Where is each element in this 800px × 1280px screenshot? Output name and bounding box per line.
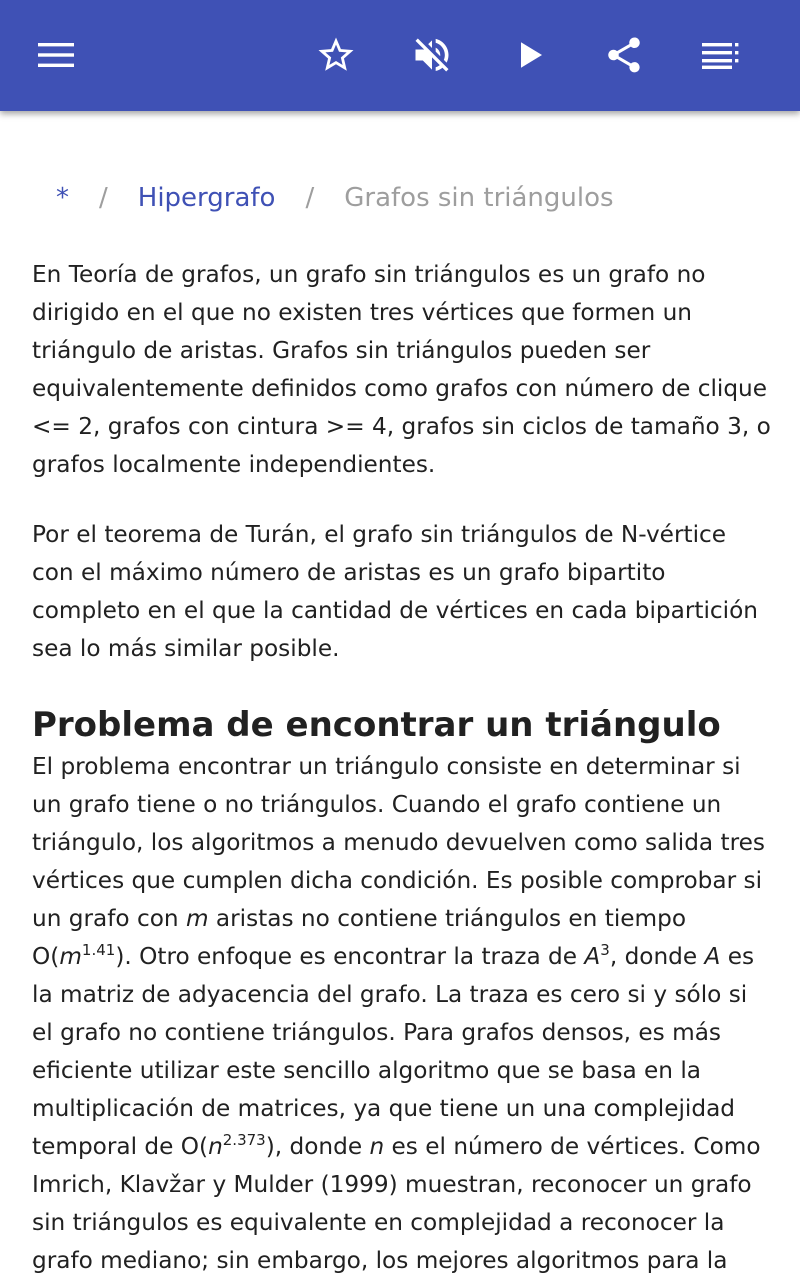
app-toolbar: [0, 0, 800, 111]
exponent: 1.41: [81, 941, 116, 959]
breadcrumb-separator: /: [99, 183, 108, 213]
exponent: 2.373: [222, 1131, 266, 1149]
math-var: A: [704, 943, 721, 970]
star-outline-icon: [315, 34, 357, 76]
math-var: n: [369, 1133, 385, 1160]
play-button[interactable]: [502, 27, 558, 83]
text-run: aristas no contiene triángulos en tiempo O(: [32, 905, 687, 970]
text-run: es la matriz de adyacencia del grafo. La traza es cero si y sólo si el grafo no contiene triángulos. Para grafos densos, es más eficiente utilizar este sencillo algoritmo que se basa en la multiplicación de matrices, ya que tiene un una complejidad temporal de O(: [32, 943, 755, 1160]
breadcrumb-current: Grafos sin triángulos: [344, 183, 614, 213]
math-var: A: [584, 943, 601, 970]
mute-button[interactable]: [404, 27, 460, 83]
volume-off-icon: [410, 33, 454, 77]
math-var: m: [59, 943, 82, 970]
text-run: ), donde: [265, 1133, 370, 1160]
share-button[interactable]: [596, 27, 652, 83]
text-run: es el número de vértices. Como Imrich, Klavžar y Mulder (1999) muestran, reconocer un grafo sin triángulos es equivalente en complejidad a reconocer la grafo mediano; sin embargo, los mejores algoritmos para la: [32, 1133, 761, 1274]
breadcrumb: [56, 181, 614, 215]
contents-button[interactable]: [692, 27, 748, 83]
bookmark-button[interactable]: [308, 27, 364, 83]
paragraph-triangle-problem: [32, 748, 772, 1280]
article-body: [32, 256, 772, 1280]
breadcrumb-home[interactable]: *: [56, 183, 69, 213]
article-content: [0, 111, 800, 1280]
playlist-icon: [700, 41, 740, 69]
exponent: 3: [600, 941, 610, 959]
section-heading: Problema de encontrar un triángulo: [32, 705, 721, 745]
menu-button[interactable]: [28, 27, 84, 83]
paragraph-intro: En Teoría de grafos, un grafo sin triángulos es un grafo no dirigido en el que no existen tres vértices que formen un triángulo de aristas. Grafos sin triángulos pueden ser equivalentemente definidos como grafos con número de clique <= 2, grafos con cintura >= 4, grafos sin ciclos de tamaño 3, o grafos localmente independientes.: [32, 261, 771, 478]
share-icon: [603, 34, 645, 76]
text-run: ). Otro enfoque es encontrar la traza de: [115, 943, 585, 970]
play-icon: [512, 37, 548, 73]
math-var: n: [208, 1133, 223, 1160]
breadcrumb-parent[interactable]: Hipergrafo: [137, 183, 276, 213]
menu-icon: [36, 41, 76, 69]
text-run: , donde: [609, 943, 705, 970]
text-run: El problema encontrar un triángulo consiste en determinar si un grafo tiene o no triángulos. Cuando el grafo contiene un triángulo, los algoritmos a menudo devuelven como salida tres vértices que cumplen dicha condición. Es posible comprobar si un grafo con: [32, 753, 765, 932]
paragraph-turan: Por el teorema de Turán, el grafo sin triángulos de N-vértice con el máximo número de aristas es un grafo bipartito completo en el que la cantidad de vértices en cada bipartición sea lo más similar posible.: [32, 521, 758, 662]
math-var: m: [185, 905, 209, 932]
breadcrumb-separator: /: [305, 183, 315, 213]
